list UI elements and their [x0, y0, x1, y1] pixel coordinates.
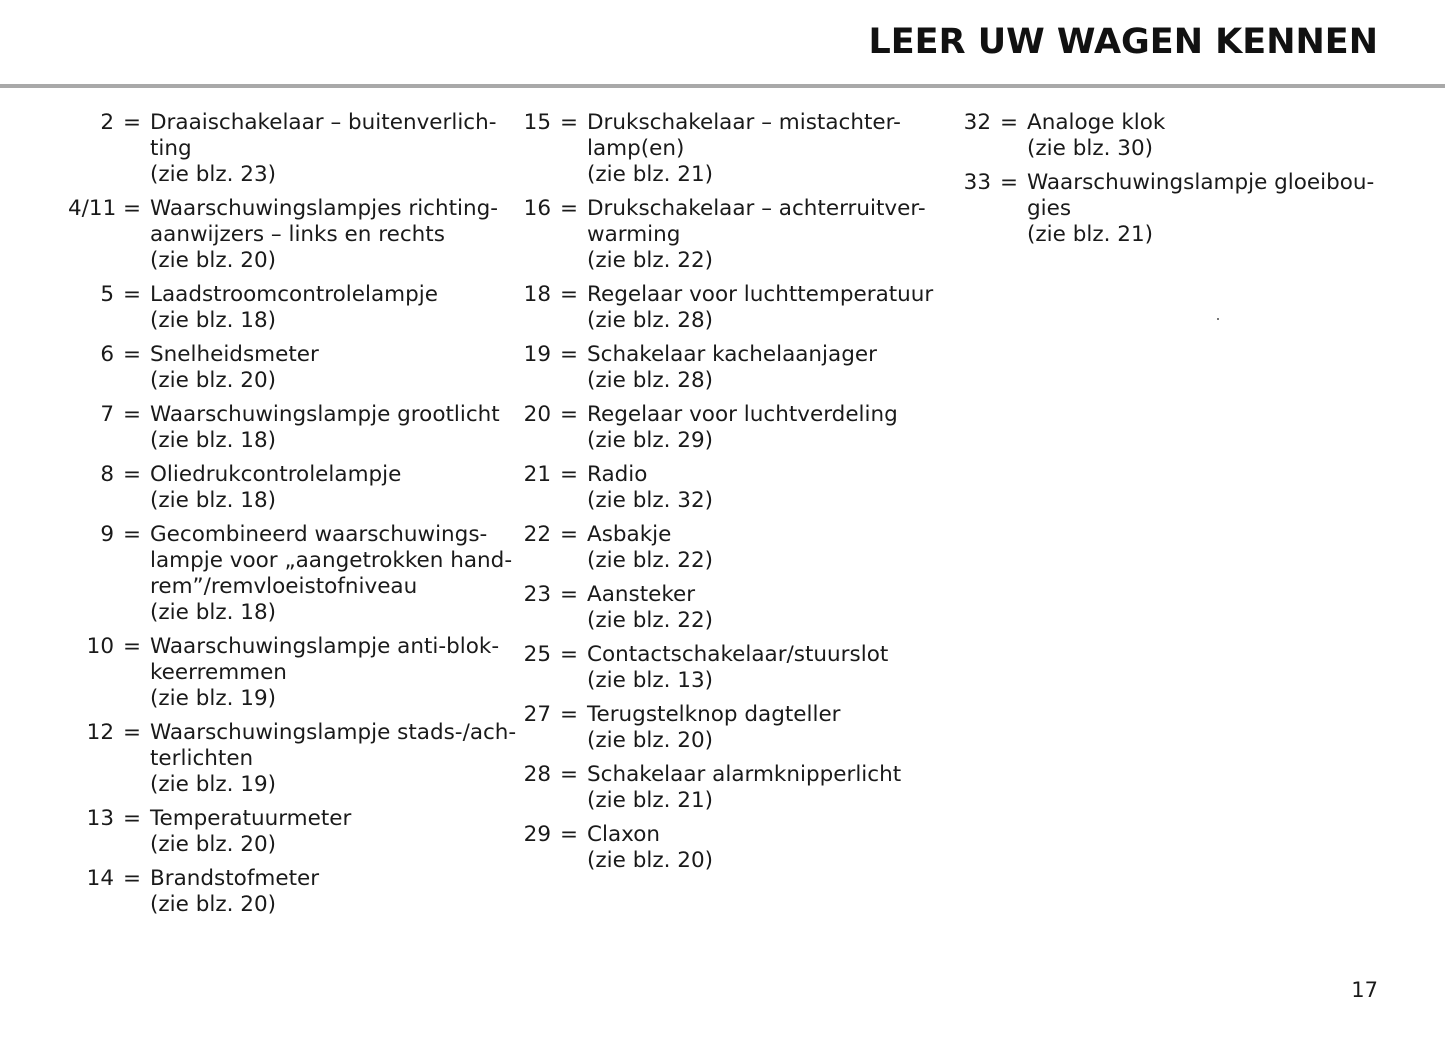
legend-entry-description — [150, 196, 508, 274]
description-line: (zie blz. 28) — [587, 368, 714, 393]
legend-entry-description — [587, 462, 935, 514]
legend-entry-number: 15 — [523, 110, 551, 135]
legend-entry-description — [587, 282, 935, 334]
legend-entry-description — [1027, 170, 1374, 248]
description-line: keerremmen — [150, 660, 287, 685]
legend-entry-number: 19 — [523, 342, 551, 367]
description-line: aanwijzers – links en rechts — [150, 222, 445, 247]
equals-sign: = — [999, 110, 1018, 135]
description-line: ting — [150, 136, 192, 161]
description-line: Contactschakelaar/stuurslot — [587, 642, 889, 667]
description-line: Snelheidsmeter — [150, 342, 319, 367]
description-line: (zie blz. 20) — [150, 832, 277, 857]
equals-sign: = — [559, 462, 578, 487]
description-line: Waarschuwingslampje gloeibou- — [1027, 170, 1375, 195]
equals-sign: = — [122, 282, 141, 307]
equals-sign: = — [559, 822, 578, 847]
legend-entry-description — [150, 342, 508, 394]
legend-entry-description — [587, 582, 935, 634]
equals-sign: = — [559, 110, 578, 135]
header-divider — [0, 84, 1445, 88]
description-line: (zie blz. 21) — [587, 788, 714, 813]
description-line: Drukschakelaar – mistachter- — [587, 110, 901, 135]
legend-column-3 — [945, 110, 1375, 256]
description-line: Asbakje — [587, 522, 672, 547]
legend-entry-number: 9 — [100, 522, 114, 547]
legend-entry — [68, 462, 508, 514]
legend-entry-description — [587, 642, 935, 694]
description-line: Schakelaar alarmknipperlicht — [587, 762, 902, 787]
equals-sign: = — [559, 402, 578, 427]
legend-entry — [68, 282, 508, 334]
legend-entry-description — [150, 402, 508, 454]
equals-sign: = — [122, 866, 141, 891]
legend-entry — [68, 866, 508, 918]
description-line: (zie blz. 18) — [150, 600, 277, 625]
description-line: rem”/remvloeistofniveau — [150, 574, 418, 599]
legend-entry — [68, 522, 513, 626]
legend-entry-number: 8 — [100, 462, 114, 487]
equals-sign: = — [559, 642, 578, 667]
description-line: Gecombineerd waarschuwings- — [150, 522, 488, 547]
description-line: Schakelaar kachelaanjager — [587, 342, 877, 367]
legend-entry — [505, 342, 935, 394]
legend-entry — [68, 806, 508, 858]
description-line: (zie blz. 21) — [587, 162, 714, 187]
description-line: Claxon — [587, 822, 661, 847]
legend-entry-description — [587, 762, 935, 814]
description-line: (zie blz. 20) — [587, 728, 714, 753]
equals-sign: = — [559, 342, 578, 367]
description-line: (zie blz. 13) — [587, 668, 714, 693]
legend-entry — [505, 522, 935, 574]
legend-entry — [505, 282, 935, 334]
legend-entry-number: 20 — [523, 402, 551, 427]
page-title: LEER UW WAGEN KENNEN — [868, 22, 1378, 62]
legend-entry — [68, 402, 508, 454]
legend-entry-number: 6 — [100, 342, 114, 367]
description-line: lampje voor „aangetrokken hand- — [150, 548, 513, 573]
equals-sign: = — [559, 522, 578, 547]
description-line: (zie blz. 20) — [150, 248, 277, 273]
description-line: Waarschuwingslampjes richting- — [150, 196, 499, 221]
legend-entry — [505, 196, 935, 274]
description-line: lamp(en) — [587, 136, 685, 161]
page-number: 17 — [1351, 978, 1378, 1002]
equals-sign: = — [122, 634, 141, 659]
equals-sign: = — [122, 522, 141, 547]
description-line: (zie blz. 19) — [150, 686, 277, 711]
legend-entry-number: 18 — [523, 282, 551, 307]
equals-sign: = — [559, 196, 578, 221]
legend-entry — [505, 642, 935, 694]
legend-entry-description — [150, 634, 508, 712]
legend-entry — [505, 462, 935, 514]
description-line: (zie blz. 22) — [587, 248, 714, 273]
equals-sign: = — [122, 110, 141, 135]
legend-entry-number: 10 — [86, 634, 114, 659]
legend-entry-description — [150, 806, 508, 858]
legend-entry-number: 16 — [523, 196, 551, 221]
description-line: (zie blz. 29) — [587, 428, 714, 453]
legend-entry-description — [587, 196, 935, 274]
equals-sign: = — [122, 402, 141, 427]
legend-entry-number: 28 — [523, 762, 551, 787]
equals-sign: = — [122, 806, 141, 831]
description-line: Regelaar voor luchttemperatuur — [587, 282, 934, 307]
description-line: (zie blz. 28) — [587, 308, 714, 333]
description-line: Draaischakelaar – buitenverlich- — [150, 110, 497, 135]
legend-entry-description — [587, 702, 935, 754]
legend-entry-number: 12 — [86, 720, 114, 745]
description-line: (zie blz. 20) — [587, 848, 714, 873]
description-line: Aansteker — [587, 582, 696, 607]
description-line: (zie blz. 19) — [150, 772, 277, 797]
equals-sign: = — [122, 462, 141, 487]
legend-entry-number: 32 — [963, 110, 991, 135]
legend-entry-description — [150, 720, 516, 798]
legend-entry-number: 2 — [100, 110, 114, 135]
equals-sign: = — [122, 720, 141, 745]
description-line: (zie blz. 18) — [150, 488, 277, 513]
legend-entry — [505, 762, 935, 814]
legend-entry-description — [150, 866, 508, 918]
legend-entry-number: 7 — [100, 402, 114, 427]
legend-entry-description — [587, 110, 935, 188]
scan-speck — [1217, 318, 1219, 320]
legend-entry — [505, 110, 935, 188]
description-line: (zie blz. 32) — [587, 488, 714, 513]
equals-sign: = — [122, 196, 141, 221]
legend-entry-number: 5 — [100, 282, 114, 307]
legend-entry-number: 13 — [86, 806, 114, 831]
equals-sign: = — [559, 702, 578, 727]
legend-entry — [68, 720, 517, 798]
description-line: Terugstelknop dagteller — [587, 702, 841, 727]
legend-entry-description — [150, 110, 508, 188]
equals-sign: = — [999, 170, 1018, 195]
legend-entry — [505, 822, 935, 874]
legend-entry-description — [150, 462, 508, 514]
legend-entry-number: 33 — [963, 170, 991, 195]
description-line: (zie blz. 30) — [1027, 136, 1154, 161]
legend-entry — [505, 702, 935, 754]
description-line: (zie blz. 18) — [150, 308, 277, 333]
legend-entry-description — [587, 342, 935, 394]
description-line: Waarschuwingslampje stads-/ach- — [150, 720, 517, 745]
legend-entry-number: 23 — [523, 582, 551, 607]
legend-entry-description — [1027, 110, 1365, 162]
legend-entry — [68, 110, 508, 188]
legend-entry — [68, 634, 508, 712]
equals-sign: = — [559, 762, 578, 787]
description-line: Waarschuwingslampje anti-blok- — [150, 634, 500, 659]
description-line: (zie blz. 22) — [587, 608, 714, 633]
description-line: (zie blz. 20) — [150, 368, 277, 393]
legend-column-2 — [505, 110, 935, 882]
legend-entry — [945, 170, 1375, 248]
legend-entry-description — [587, 402, 935, 454]
description-line: terlichten — [150, 746, 254, 771]
description-line: warming — [587, 222, 681, 247]
description-line: Regelaar voor luchtverdeling — [587, 402, 898, 427]
description-line: Brandstofmeter — [150, 866, 320, 891]
description-line: gies — [1027, 196, 1072, 221]
description-line: Drukschakelaar – achterruitver- — [587, 196, 926, 221]
legend-entry — [505, 582, 935, 634]
legend-entry — [68, 196, 508, 274]
legend-entry-number: 25 — [523, 642, 551, 667]
equals-sign: = — [122, 342, 141, 367]
equals-sign: = — [559, 582, 578, 607]
legend-entry-description — [150, 522, 512, 626]
legend-entry-number: 29 — [523, 822, 551, 847]
legend-entry — [505, 402, 935, 454]
legend-entry-number: 27 — [523, 702, 551, 727]
description-line: (zie blz. 20) — [150, 892, 277, 917]
legend-entry-number: 4/11 — [68, 196, 117, 221]
description-line: Waarschuwingslampje grootlicht — [150, 402, 500, 427]
legend-entry — [68, 342, 508, 394]
legend-entry-number: 14 — [86, 866, 114, 891]
legend-entry-description — [150, 282, 508, 334]
legend-entry-number: 22 — [523, 522, 551, 547]
description-line: Radio — [587, 462, 648, 487]
legend-entry-number: 21 — [523, 462, 551, 487]
legend-column-1 — [68, 110, 517, 926]
description-line: (zie blz. 23) — [150, 162, 277, 187]
description-line: (zie blz. 22) — [587, 548, 714, 573]
description-line: Temperatuurmeter — [150, 806, 352, 831]
description-line: (zie blz. 18) — [150, 428, 277, 453]
description-line: (zie blz. 21) — [1027, 222, 1154, 247]
legend-entry-description — [587, 522, 935, 574]
description-line: Laadstroomcontrolelampje — [150, 282, 438, 307]
legend-entry — [945, 110, 1365, 162]
description-line: Oliedrukcontrolelampje — [150, 462, 402, 487]
equals-sign: = — [559, 282, 578, 307]
legend-entry-description — [587, 822, 935, 874]
description-line: Analoge klok — [1027, 110, 1166, 135]
